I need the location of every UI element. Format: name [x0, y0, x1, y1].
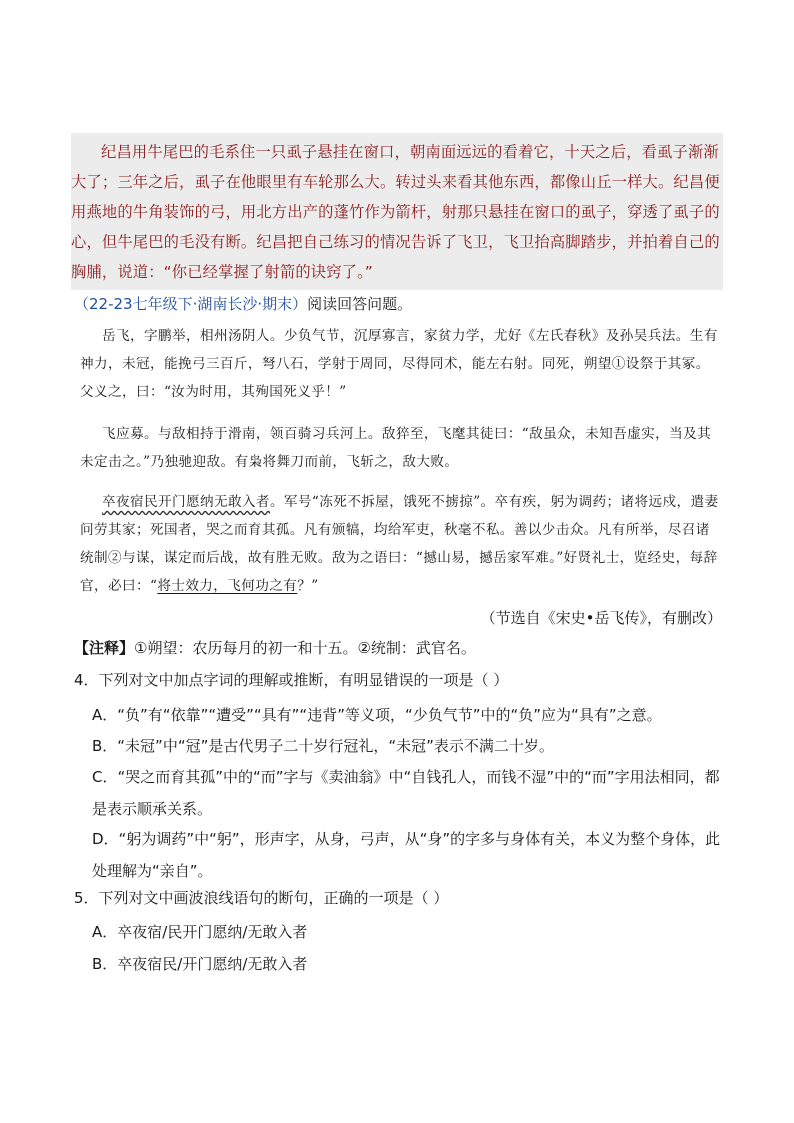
classical-paragraph-3 — [80, 488, 722, 600]
question-4-option-b: B．“未冠”中“冠”是古代男子二十岁行冠礼，“未冠”表示不满二十岁。 — [92, 737, 554, 755]
classical-paragraph-1: 岳飞，字鹏举，相州汤阴人。少负气节，沉厚寡言，家贫力学，尤好《左氏春秋》及孙吴兵法。生有神力，未冠，能挽弓三百斤，弩八石，学射于周同，尽得同术，能左右射。同死，朔望①设祭于其冢。父义之，曰：“汝为时用，其殉国死义乎！” — [80, 328, 718, 400]
classical-paragraph-2: 飞应募。与敌相持于滑南，领百骑习兵河上。敌猝至，飞麾其徒曰：“敌虽众，未知吾虚实，当及其未定击之。”乃独驰迎敌。有枭将舞刀而前，飞斩之，敌大败。 — [80, 426, 712, 470]
source-tag: （22-23七年级下·湖南长沙·期末） — [74, 295, 308, 313]
question-4-option-c: C．“哭之而育其孤”中的“而”字与《卖油翁》中“自钱孔人，而钱不湿”中的“而”字用法相同，都是表示顺承关系。 — [92, 768, 720, 818]
reading-instruction: 阅读回答问题。 — [307, 295, 413, 313]
note-content: ①朔望：农历每月的初一和十五。②统制：武官名。 — [134, 639, 476, 657]
translation-passage: 纪昌用牛尾巴的毛系住一只虱子悬挂在窗口，朝南面远远的看着它，十天之后，看虱子渐渐大了；三年之后，虱子在他眼里有车轮那么大。转过头来看其他东西，都像山丘一样大。纪昌便用燕地的牛角装饰的弓，用北方出产的蓬竹作为箭杆，射那只悬挂在窗口的虱子，穿透了虱子的心，但牛尾巴的毛没有断。纪昌把自己练习的情况告诉了飞卫，飞卫抬高脚踏步，并拍着自己的胸脯，说道：“你已经掌握了射箭的诀窍了。” — [71, 143, 720, 281]
note-label: 【注释】 — [74, 639, 135, 657]
question-5-option-a: A．卒夜宿/民开门愿纳/无敢入者 — [92, 923, 308, 941]
classical-paragraph-3-text: 。军号“冻死不拆屋，饿死不掳掠”。卒有疾，躬为调药；诸将远戍，遣妻问劳其家；死国者，哭之而育其孤。凡有颁犒，均给军吏，秋毫不私。善以少击众。凡有所举，尽召诸统制②与谋，谋定而后战，故有胜无败。敌为之语曰：“撼山易，撼岳家军难。”好贤礼士，览经史，每辞官，必曰：“ — [80, 494, 719, 594]
attribution: （节选自《宋史•岳飞传》，有删改） — [480, 609, 722, 627]
question-4-stem: 4．下列对文中加点字词的理解或推断，有明显错误的一项是（ ） — [74, 671, 509, 689]
wavy-underlined-sentence: 卒夜宿民开门愿纳无敢入者 — [102, 494, 270, 510]
question-5-stem: 5．下列对文中画波浪线语句的断句，正确的一项是（ ） — [74, 889, 449, 907]
annotation-note — [74, 637, 476, 659]
source-line — [74, 293, 412, 315]
question-4-option-a: A．“负”有“依靠”“遭受”“具有”“违背”等义项，“少负气节”中的“负”应为“具有”之意。 — [92, 706, 662, 724]
question-4-option-d: D．“躬为调药”中“躬”，形声字，从身，弓声，从“身”的字多与身体有关，本义为整个身体，此处理解为“亲自”。 — [92, 830, 721, 880]
classical-paragraph-3-end: ？” — [297, 578, 319, 594]
question-5-option-b: B．卒夜宿民/开门愿纳/无敢入者 — [92, 955, 308, 973]
underlined-sentence: 将士效力，飞何功之有 — [157, 578, 298, 594]
